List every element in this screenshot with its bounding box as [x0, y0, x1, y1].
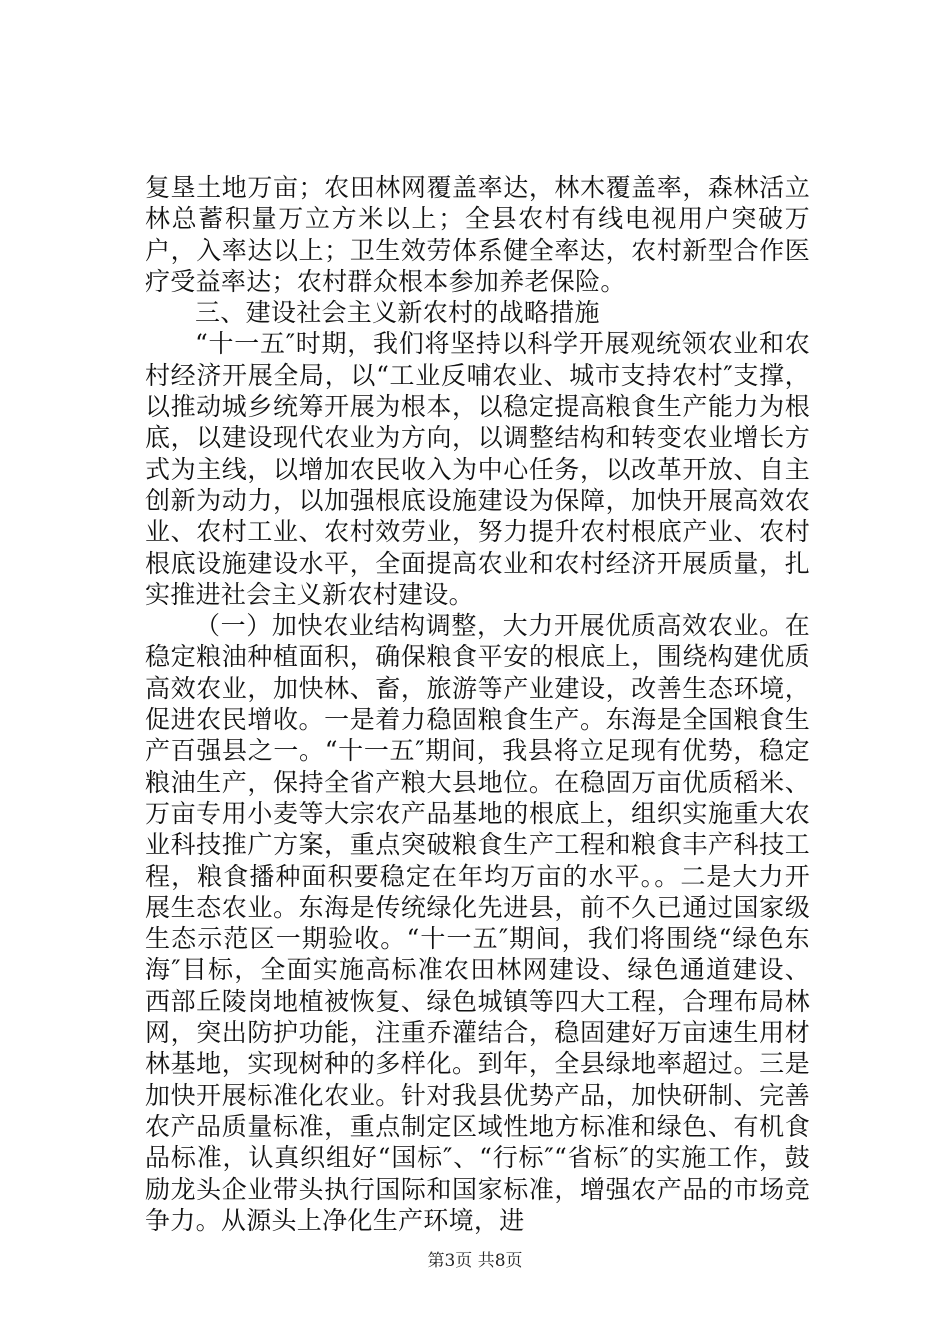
document-body	[145, 172, 810, 1236]
page-number-footer: 第3页 共8页	[427, 1251, 523, 1271]
paragraph-agriculture-structure: （一）加快农业结构调整，大力开展优质高效农业。在稳定粮油种植面积，确保粮食平安的根底上，围绕构建优质高效农业，加快林、畜，旅游等产业建设，改善生态环境，促进农民增收。一是着力稳固粮食生产。东海是全国粮食生产百强县之一。“十一五″期间，我县将立足现有优势，稳定粮油生产，保持全省产粮大县地位。在稳固万亩优质稻米、万亩专用小麦等大宗农产品基地的根底上，组织实施重大农业科技推广方案，重点突破粮食生产工程和粮食丰产科技工程，粮食播种面积要稳定在年均万亩的水平。。二是大力开展生态农业。东海是传统绿化先进县，前不久已通过国家级生态示范区一期验收。“十一五″期间，我们将围绕“绿色东海″目标，全面实施高标准农田林网建设、绿色通道建设、西部丘陵岗地植被恢复、绿色城镇等四大工程，合理布局林网，突出防护功能，注重乔灌结合，稳固建好万亩速生用材林基地，实现树种的多样化。到年，全县绿地率超过。三是加快开展标准化农业。针对我县优势产品，加快研制、完善农产品质量标准，重点制定区域性地方标准和绿色、有机食品标准，认真织组好“国标″、“行标″“省标″的实施工作，鼓励龙头企业带头执行国际和国家标准，增强农产品的市场竞争力。从源头上净化生产环境，进	[145, 611, 810, 1235]
paragraph-continuation: 复垦土地万亩；农田林网覆盖率达，林木覆盖率，森林活立林总蓄积量万立方米以上；全县农村有线电视用户突破万户，入率达以上；卫生效劳体系健全率达，农村新型合作医疗受益率达；农村群众根本参加养老保险。	[145, 173, 810, 296]
section-heading: 三、建设社会主义新农村的战略措施	[195, 298, 600, 328]
paragraph-strategy: “十一五″时期，我们将坚持以科学开展观统领农业和农村经济开展全局，以“工业反哺农业、城市支持农村″支撑，以推动城乡统筹开展为根本，以稳定提高粮食生产能力为根底，以建设现代农业为方向，以调整结构和转变农业增长方式为主线，以增加农民收入为中心任务，以改革开放、自主创新为动力，以加强根底设施建设为保障，加快开展高效农业、农村工业、农村效劳业，努力提升农村根底产业、农村根底设施建设水平，全面提高农业和农村经济开展质量，扎实推进社会主义新农村建设。	[145, 329, 810, 609]
